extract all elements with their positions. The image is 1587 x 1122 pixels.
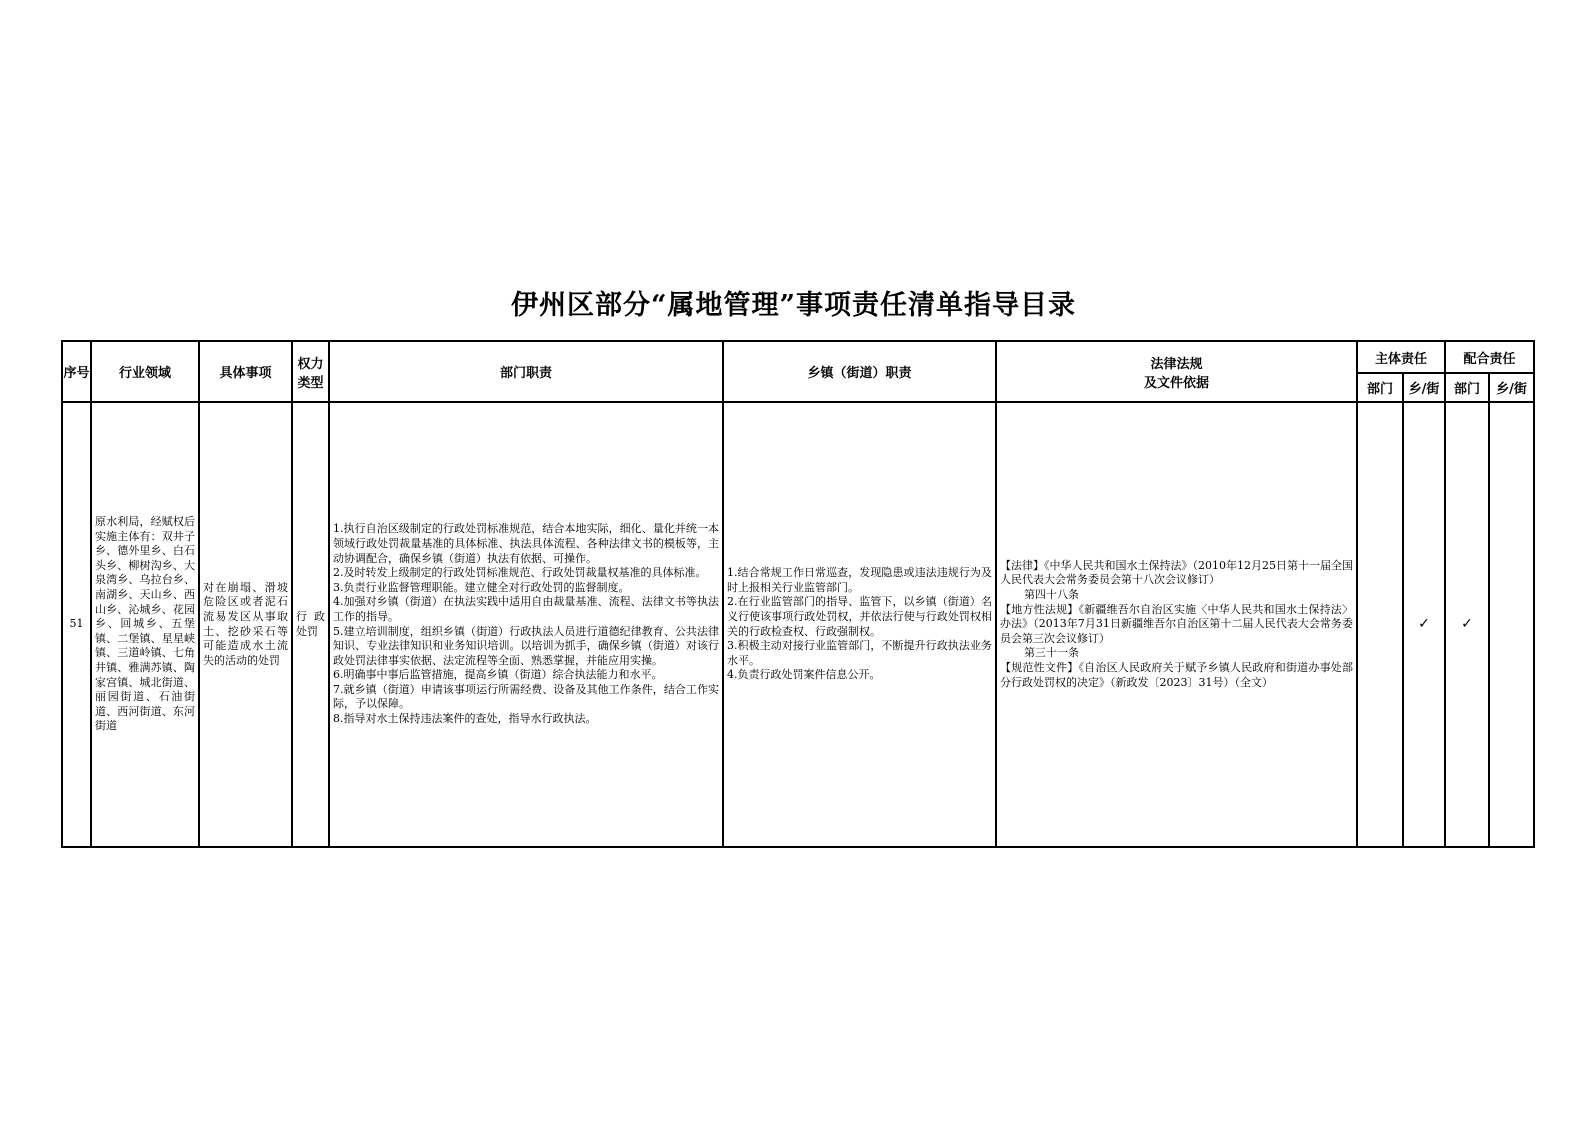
header-legal-basis-line2: 及文件依据 — [1143, 375, 1209, 391]
page-title: 伊州区部分“属地管理”事项责任清单指导目录 — [510, 290, 1077, 321]
header-main-resp: 主体责任 — [1357, 341, 1445, 373]
responsibility-table — [61, 340, 1535, 848]
cell-industry: 原水利局，经赋权后实施主体有：双井子乡、德外里乡、白石头乡、柳树沟乡、大泉湾乡、乌拉台乡、南湖乡、天山乡、西山乡、沁城乡、花园乡、回城乡、五堡镇、二堡镇、星星峡镇、三道岭镇、七角井镇、雅满苏镇、陶家宫镇、城北街道、丽园街道、石油街道、西河街道、东河街道 — [91, 402, 199, 847]
legal-basis-local-reg: 【地方性法规】《新疆维吾尔自治区实施〈中华人民共和国水土保持法〉办法》（2013年7月31日新疆维吾尔自治区第十二届人民代表大会常务委员会第三次会议修订） — [1000, 602, 1353, 645]
check-mark-icon: ✓ — [1445, 402, 1489, 847]
dept-duty-item: 8.指导对水土保持违法案件的查处，指导水行政执法。 — [333, 712, 597, 726]
header-legal-basis — [996, 341, 1357, 402]
header-seq: 序号 — [62, 341, 91, 402]
table-row — [62, 402, 1534, 847]
town-duty-item: 1.结合常规工作日常巡查，发现隐患或违法违规行为及时上报相关行业监管部门。 — [727, 566, 992, 594]
dept-duty-item: 5.建立培训制度，组织乡镇（街道）行政执法人员进行道德纪律教育、公共法律知识、专业法律知识和业务知识培训。以培训为抓手，确保乡镇（街道）对该行政处罚法律事实依据、法定流程等全面、熟悉掌握，并能应用实操。 — [333, 624, 719, 667]
header-item: 具体事项 — [199, 341, 292, 402]
header-coop-town: 乡/街 — [1489, 373, 1534, 402]
dept-duty-item: 6.明确事中事后监管措施，提高乡镇（街道）综合执法能力和水平。 — [333, 668, 663, 682]
town-duty-item: 2.在行业监管部门的指导、监管下，以乡镇（街道）名义行使该事项行政处罚权，并依法行使与行政处罚权相关的行政检查权、行政强制权。 — [727, 595, 992, 638]
header-industry: 行业领域 — [91, 341, 199, 402]
header-legal-basis-line1: 法律法规 — [1150, 356, 1203, 372]
header-dept-duty: 部门职责 — [329, 341, 723, 402]
header-power-type: 权力类型 — [292, 341, 329, 402]
legal-basis-norm-doc: 【规范性文件】《自治区人民政府关于赋予乡镇人民政府和街道办事处部分行政处罚权的决定》（新政发〔2023〕31号）（全文） — [1000, 660, 1353, 689]
town-duty-item: 3.积极主动对接行业监管部门，不断提升行政执法业务水平。 — [727, 639, 992, 667]
cell-dept-duty — [329, 402, 723, 847]
dept-duty-item: 3.负责行业监督管理职能。建立健全对行政处罚的监督制度。 — [333, 580, 630, 594]
cell-town-duty — [723, 402, 996, 847]
header-main-town: 乡/街 — [1403, 373, 1445, 402]
cell-item: 对在崩塌、滑坡危险区或者泥石流易发区从事取土、挖砂采石等可能造成水土流失的活动的处罚 — [199, 402, 292, 847]
cell-legal-basis — [996, 402, 1357, 847]
dept-duty-item: 7.就乡镇（街道）申请该事项运行所需经费、设备及其他工作条件，结合工作实际，予以保障。 — [333, 682, 719, 711]
cell-power-type: 行政处罚 — [292, 402, 329, 847]
header-main-dept: 部门 — [1357, 373, 1403, 402]
check-mark-icon: ✓ — [1403, 402, 1445, 847]
cell-main-dept — [1357, 402, 1403, 847]
dept-duty-item: 1.执行自治区级制定的行政处罚标准规范，结合本地实际，细化、量化并统一本领域行政处罚裁量基准的具体标准、执法具体流程、各种法律文书的模板等，主动协调配合，确保乡镇（街道）执法有依据、可操作。 — [333, 522, 719, 565]
legal-basis-law: 【法律】《中华人民共和国水土保持法》（2010年12月25日第十一届全国人民代表大会常务委员会第十八次会议修订） — [1000, 558, 1353, 587]
cell-seq: 51 — [62, 402, 91, 847]
header-coop-dept: 部门 — [1445, 373, 1489, 402]
dept-duty-item: 2.及时转发上级制定的行政处罚标准规范、行政处罚裁量权基准的具体标准。 — [333, 566, 707, 580]
legal-basis-local-reg-article: 第三十一条 — [1024, 646, 1079, 660]
legal-basis-law-article: 第四十八条 — [1024, 588, 1079, 602]
header-coop-resp: 配合责任 — [1445, 341, 1534, 373]
dept-duty-item: 4.加强对乡镇（街道）在执法实践中适用自由裁量基准、流程、法律文书等执法工作的指导。 — [333, 595, 719, 623]
header-town-duty: 乡镇（街道）职责 — [723, 341, 996, 402]
town-duty-item: 4.负责行政处罚案件信息公开。 — [727, 668, 881, 682]
cell-coop-town — [1489, 402, 1534, 847]
